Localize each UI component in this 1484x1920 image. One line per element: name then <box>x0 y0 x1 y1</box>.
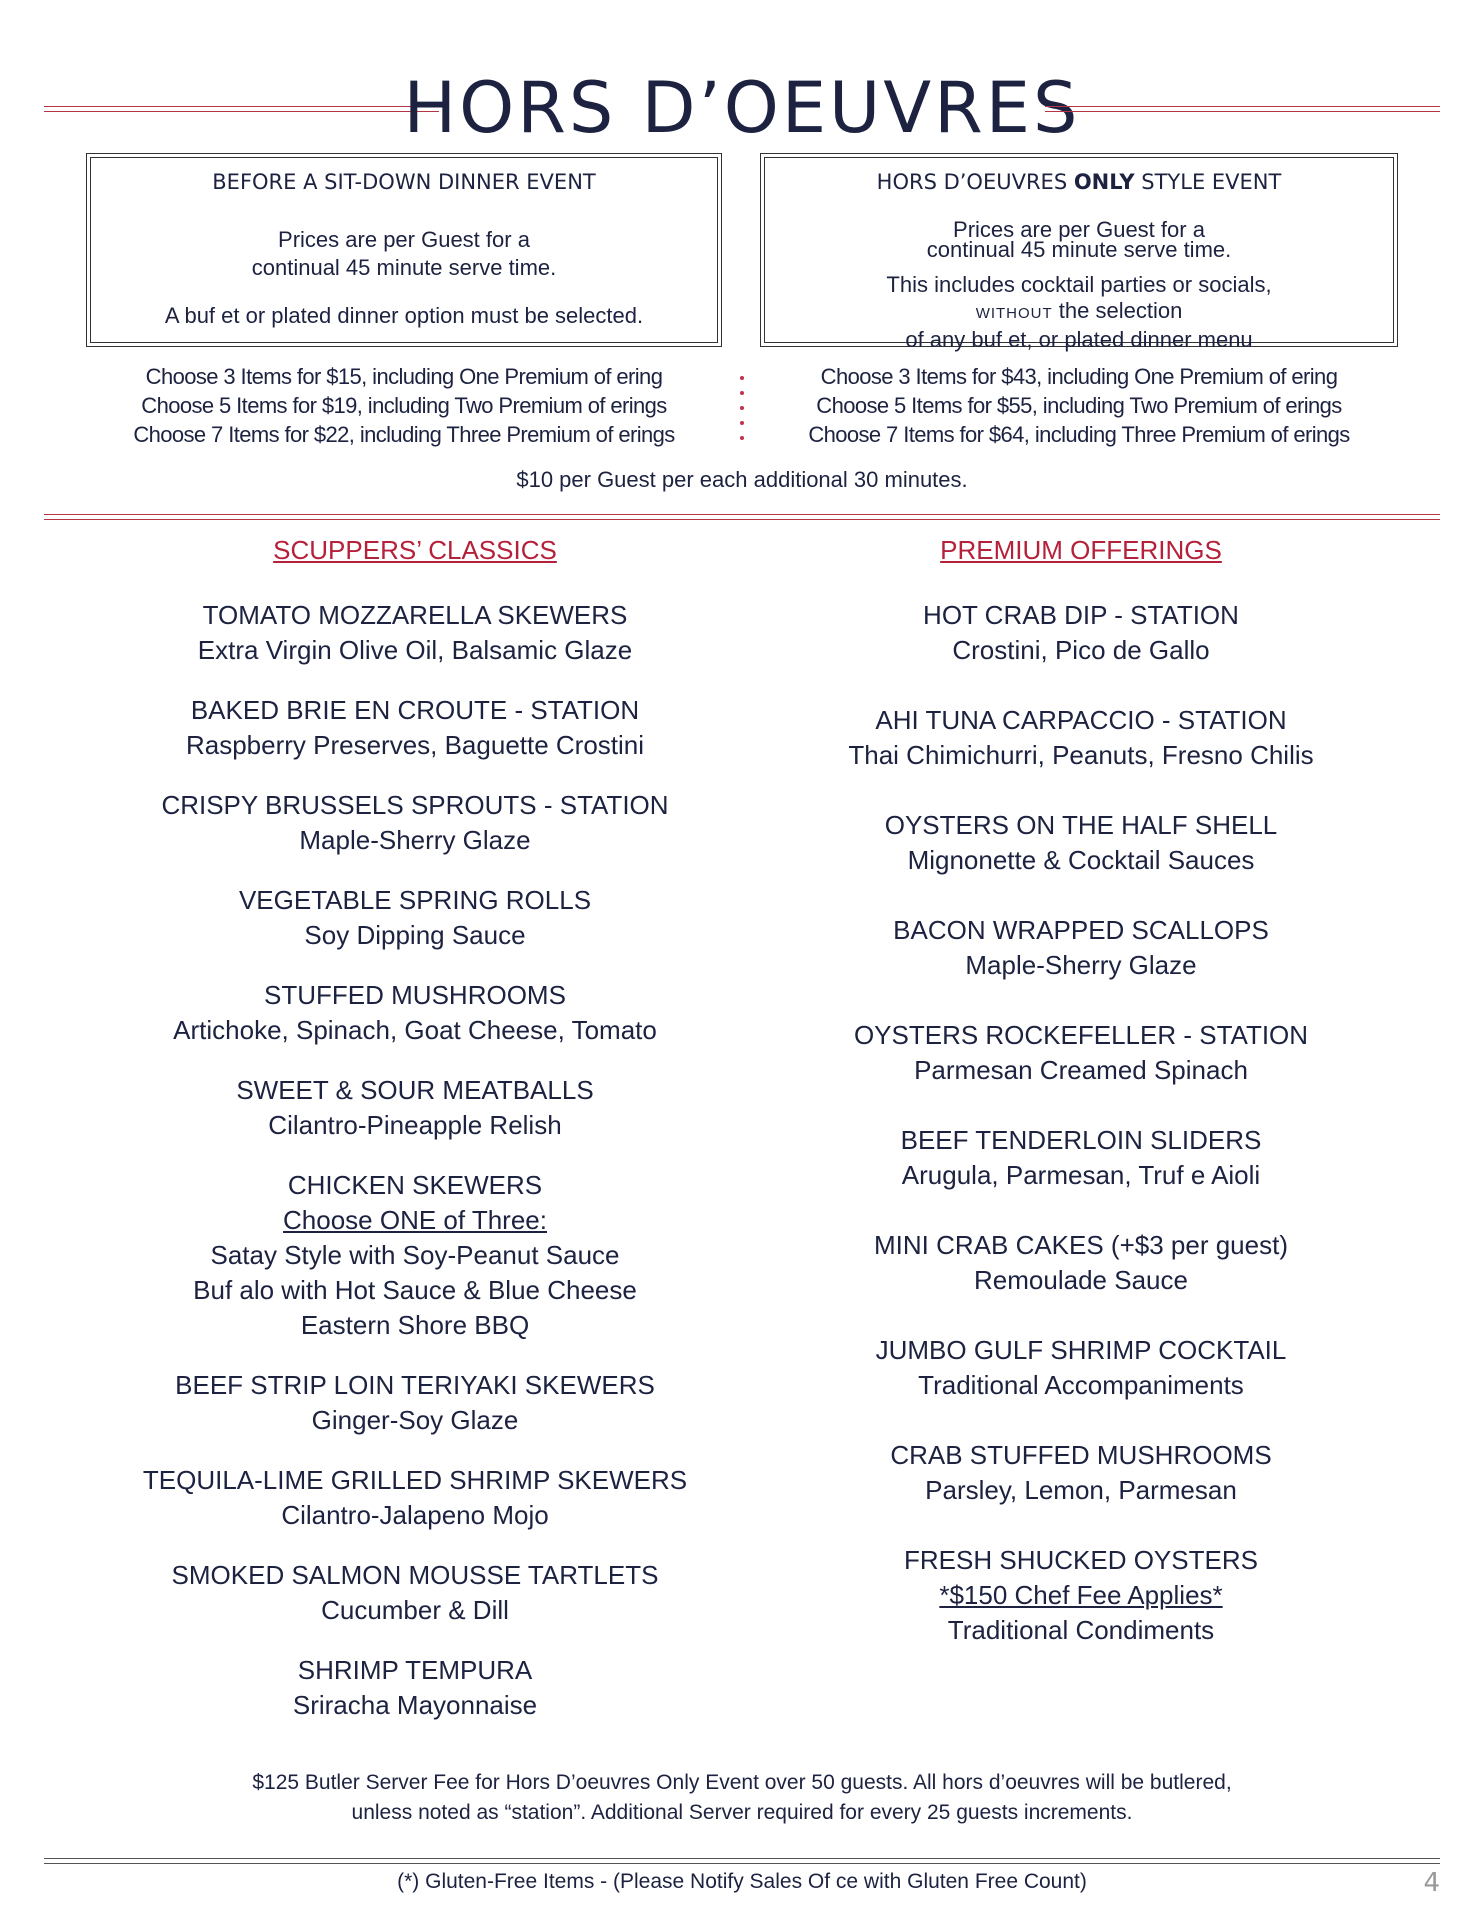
box-heading: BEFORE A SIT-DOWN DINNER EVENT <box>212 170 596 194</box>
item-desc: Traditional Accompaniments <box>918 1370 1244 1400</box>
item-desc: Parmesan Creamed Spinach <box>914 1055 1248 1085</box>
dotted-divider <box>738 376 746 451</box>
box-text-line: This includes cocktail parties or socials, <box>886 272 1272 297</box>
item-desc: Sriracha Mayonnaise <box>292 1690 538 1720</box>
box-heading <box>765 158 1393 196</box>
dot <box>740 436 744 440</box>
additional-time-note: $10 per Guest per each additional 30 minutes. <box>516 467 968 492</box>
menu-item <box>90 1463 740 1533</box>
box-heading-post: STYLE EVENT <box>1134 170 1282 194</box>
menu-item <box>756 913 1406 983</box>
item-name: BEEF STRIP LOIN TERIYAKI SKEWERS <box>175 1370 655 1400</box>
item-name: BEEF TENDERLOIN SLIDERS <box>900 1125 1262 1155</box>
title-row <box>44 68 1440 148</box>
menu-item <box>90 788 740 858</box>
only-style-event-box <box>760 153 1398 352</box>
menu-item <box>90 1368 740 1438</box>
box-heading-pre: HORS D’OEUVRES <box>876 170 1074 194</box>
menu-item <box>756 1543 1406 1648</box>
item-name: MINI CRAB CAKES (+$3 per guest) <box>874 1230 1288 1260</box>
dot <box>740 391 744 395</box>
item-desc: Arugula, Parmesan, Truf e Aioli <box>901 1160 1261 1190</box>
menu-item <box>756 1123 1406 1193</box>
menu-item <box>756 598 1406 668</box>
pricing-line: Choose 7 Items for $22, including Three Premium of erings <box>133 422 675 447</box>
gluten-free-note: (*) Gluten-Free Items - (Please Notify Sales Of ce with Gluten Free Count) <box>397 1870 1087 1893</box>
item-name: BACON WRAPPED SCALLOPS <box>893 915 1269 945</box>
dot <box>740 376 744 380</box>
item-desc: Cilantro-Jalapeno Mojo <box>281 1500 549 1530</box>
item-desc: Soy Dipping Sauce <box>304 920 526 950</box>
page-number: 4 <box>1423 1868 1440 1898</box>
choose-one-label: Choose ONE of Three: <box>283 1205 547 1235</box>
classics-heading: SCUPPERS’ CLASSICS <box>273 535 557 565</box>
item-desc: Parsley, Lemon, Parmesan <box>925 1475 1237 1505</box>
premium-column <box>756 530 1406 1683</box>
item-desc: Cucumber & Dill <box>321 1595 509 1625</box>
item-desc: Maple-Sherry Glaze <box>299 825 531 855</box>
item-name: HOT CRAB DIP - STATION <box>923 600 1239 630</box>
box-text: continual 45 minute serve time. <box>926 237 1232 262</box>
item-desc: Crostini, Pico de Gallo <box>952 635 1210 665</box>
item-desc: Mignonette & Cocktail Sauces <box>907 845 1255 875</box>
sit-down-dinner-box-inner <box>90 157 718 343</box>
menu-item <box>90 883 740 953</box>
item-name: SMOKED SALMON MOUSSE TARTLETS <box>171 1560 659 1590</box>
section-rule <box>44 514 1440 520</box>
item-option: Satay Style with Soy-Peanut Sauce <box>210 1240 620 1270</box>
item-option: Eastern Shore BBQ <box>300 1310 530 1340</box>
box-heading-only: ONLY <box>1073 170 1135 194</box>
item-option: Buf alo with Hot Sauce & Blue Cheese <box>193 1275 637 1305</box>
box-text: Prices are per Guest for a <box>278 227 530 252</box>
item-name: OYSTERS ROCKEFELLER - STATION <box>853 1020 1309 1050</box>
menu-item <box>90 598 740 668</box>
pricing-line: Choose 7 Items for $64, including Three Premium of erings <box>808 422 1350 447</box>
item-desc: Cilantro-Pineapple Relish <box>268 1110 562 1140</box>
box-text: A buf et or plated dinner option must be selected. <box>164 303 644 328</box>
item-desc: Raspberry Preserves, Baguette Crostini <box>185 730 645 760</box>
item-name: CHICKEN SKEWERS <box>287 1170 543 1200</box>
item-name: AHI TUNA CARPACCIO - STATION <box>875 705 1287 735</box>
menu-item <box>90 1073 740 1143</box>
item-desc: Ginger-Soy Glaze <box>311 1405 519 1435</box>
item-name: VEGETABLE SPRING ROLLS <box>238 885 592 915</box>
pricing-line: Choose 3 Items for $43, including One Premium of ering <box>820 364 1338 389</box>
item-desc: Extra Virgin Olive Oil, Balsamic Glaze <box>197 635 633 665</box>
footer-line: unless noted as “station”. Additional Server required for every 25 guests increments. <box>351 1801 1133 1824</box>
pricing-right <box>760 362 1398 449</box>
dot <box>740 421 744 425</box>
menu-item <box>756 1018 1406 1088</box>
menu-item <box>756 1228 1406 1298</box>
menu-item <box>90 1558 740 1628</box>
dot <box>740 406 744 410</box>
menu-item <box>756 1438 1406 1508</box>
item-name: SHRIMP TEMPURA <box>297 1655 533 1685</box>
box-text: Prices are per Guest for a <box>953 217 1205 242</box>
item-name: CRISPY BRUSSELS SPROUTS - STATION <box>161 790 669 820</box>
box-text <box>765 272 1393 353</box>
classics-column <box>90 530 740 1748</box>
item-desc: Remoulade Sauce <box>974 1265 1188 1295</box>
box-text-line: the selection <box>1052 298 1183 323</box>
pricing-line: Choose 3 Items for $15, including One Premium of ering <box>145 364 663 389</box>
footer-rule <box>44 1858 1440 1864</box>
item-desc: Thai Chimichurri, Peanuts, Fresno Chilis <box>848 740 1314 770</box>
item-name: STUFFED MUSHROOMS <box>264 980 566 1010</box>
pricing-line: Choose 5 Items for $19, including Two Premium of erings <box>141 393 667 418</box>
item-name: OYSTERS ON THE HALF SHELL <box>884 810 1278 840</box>
item-name: TOMATO MOZZARELLA SKEWERS <box>202 600 628 630</box>
chef-fee-note: *$150 Chef Fee Applies* <box>939 1580 1223 1610</box>
footer-line: $125 Butler Server Fee for Hors D’oeuvres Only Event over 50 guests. All hors d’oeuvres will be butlered, <box>252 1771 1232 1794</box>
box-text-line: of any buf et, or plated dinner menu <box>905 327 1253 352</box>
menu-item <box>90 1168 740 1343</box>
pricing-line: Choose 5 Items for $55, including Two Premium of erings <box>816 393 1342 418</box>
without-text: WITHOUT <box>975 305 1053 322</box>
menu-item <box>90 1653 740 1723</box>
item-desc: Maple-Sherry Glaze <box>965 950 1197 980</box>
item-name: CRAB STUFFED MUSHROOMS <box>890 1440 1272 1470</box>
item-name: FRESH SHUCKED OYSTERS <box>904 1545 1258 1575</box>
box-text: continual 45 minute serve time. <box>251 255 557 280</box>
item-name: BAKED BRIE EN CROUTE - STATION <box>190 695 640 725</box>
item-name: JUMBO GULF SHRIMP COCKTAIL <box>875 1335 1287 1365</box>
menu-item <box>756 1333 1406 1403</box>
only-style-event-box-inner <box>764 157 1394 352</box>
page-title: HORS D’OEUVRES <box>403 67 1081 149</box>
item-name: TEQUILA-LIME GRILLED SHRIMP SKEWERS <box>142 1465 688 1495</box>
sit-down-dinner-box <box>86 153 722 347</box>
pricing-left <box>86 362 722 449</box>
menu-item <box>756 703 1406 773</box>
item-desc: Artichoke, Spinach, Goat Cheese, Tomato <box>173 1015 657 1045</box>
menu-item <box>90 978 740 1048</box>
item-desc: Traditional Condiments <box>947 1615 1215 1645</box>
menu-item <box>90 693 740 763</box>
butler-fee-note <box>0 1768 1484 1828</box>
title-rule-right <box>1045 106 1440 112</box>
menu-item <box>756 808 1406 878</box>
premium-heading: PREMIUM OFFERINGS <box>940 535 1222 565</box>
item-name: SWEET & SOUR MEATBALLS <box>236 1075 594 1105</box>
